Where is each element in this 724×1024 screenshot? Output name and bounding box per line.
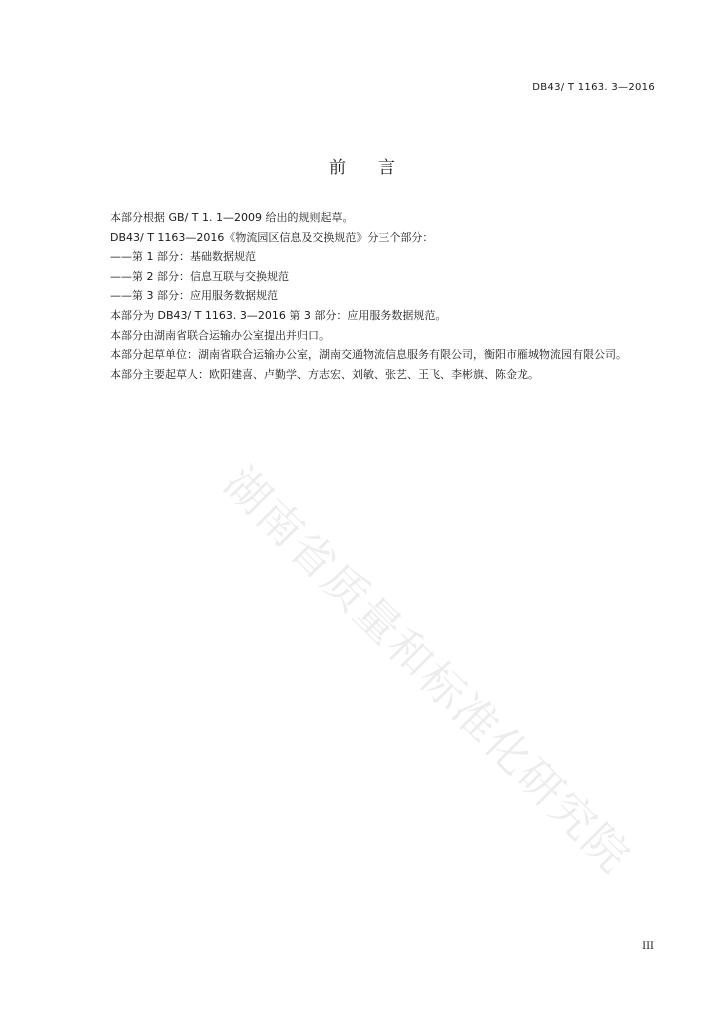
paragraph-this-part: 本部分为 DB43/ T 1163. 3—2016 第 3 部分：应用服务数据规范。 bbox=[110, 308, 447, 322]
paragraph-drafters: 本部分主要起草人：欧阳建喜、卢勤学、方志宏、刘敏、张艺、王飞、李彬旗、陈金龙。 bbox=[110, 367, 539, 381]
list-item-part-3: ——第 3 部分：应用服务数据规范 bbox=[110, 289, 278, 303]
page-number: III bbox=[642, 941, 654, 952]
paragraph-drafting-units: 本部分起草单位：湖南省联合运输办公室，湖南交通物流信息服务有限公司，衡阳市雁城物流园有限公司。 bbox=[110, 348, 627, 362]
page-title: 前言 bbox=[329, 158, 427, 178]
paragraph-drafting-rule: 本部分根据 GB/ T 1. 1—2009 给出的规则起草。 bbox=[110, 211, 354, 224]
paragraph-parts-intro: DB43/ T 1163—2016《物流园区信息及交换规范》分三个部分： bbox=[110, 230, 434, 244]
paragraph-proposer: 本部分由湖南省联合运输办公室提出并归口。 bbox=[110, 328, 330, 342]
list-item-part-1: ——第 1 部分：基础数据规范 bbox=[110, 250, 256, 264]
watermark: 湖南省质量和标准化研究院 bbox=[213, 457, 641, 884]
list-item-part-2: ——第 2 部分：信息互联与交换规范 bbox=[110, 269, 289, 283]
document-code: DB43/ T 1163. 3—2016 bbox=[532, 82, 655, 93]
foreword-body bbox=[88, 208, 658, 384]
